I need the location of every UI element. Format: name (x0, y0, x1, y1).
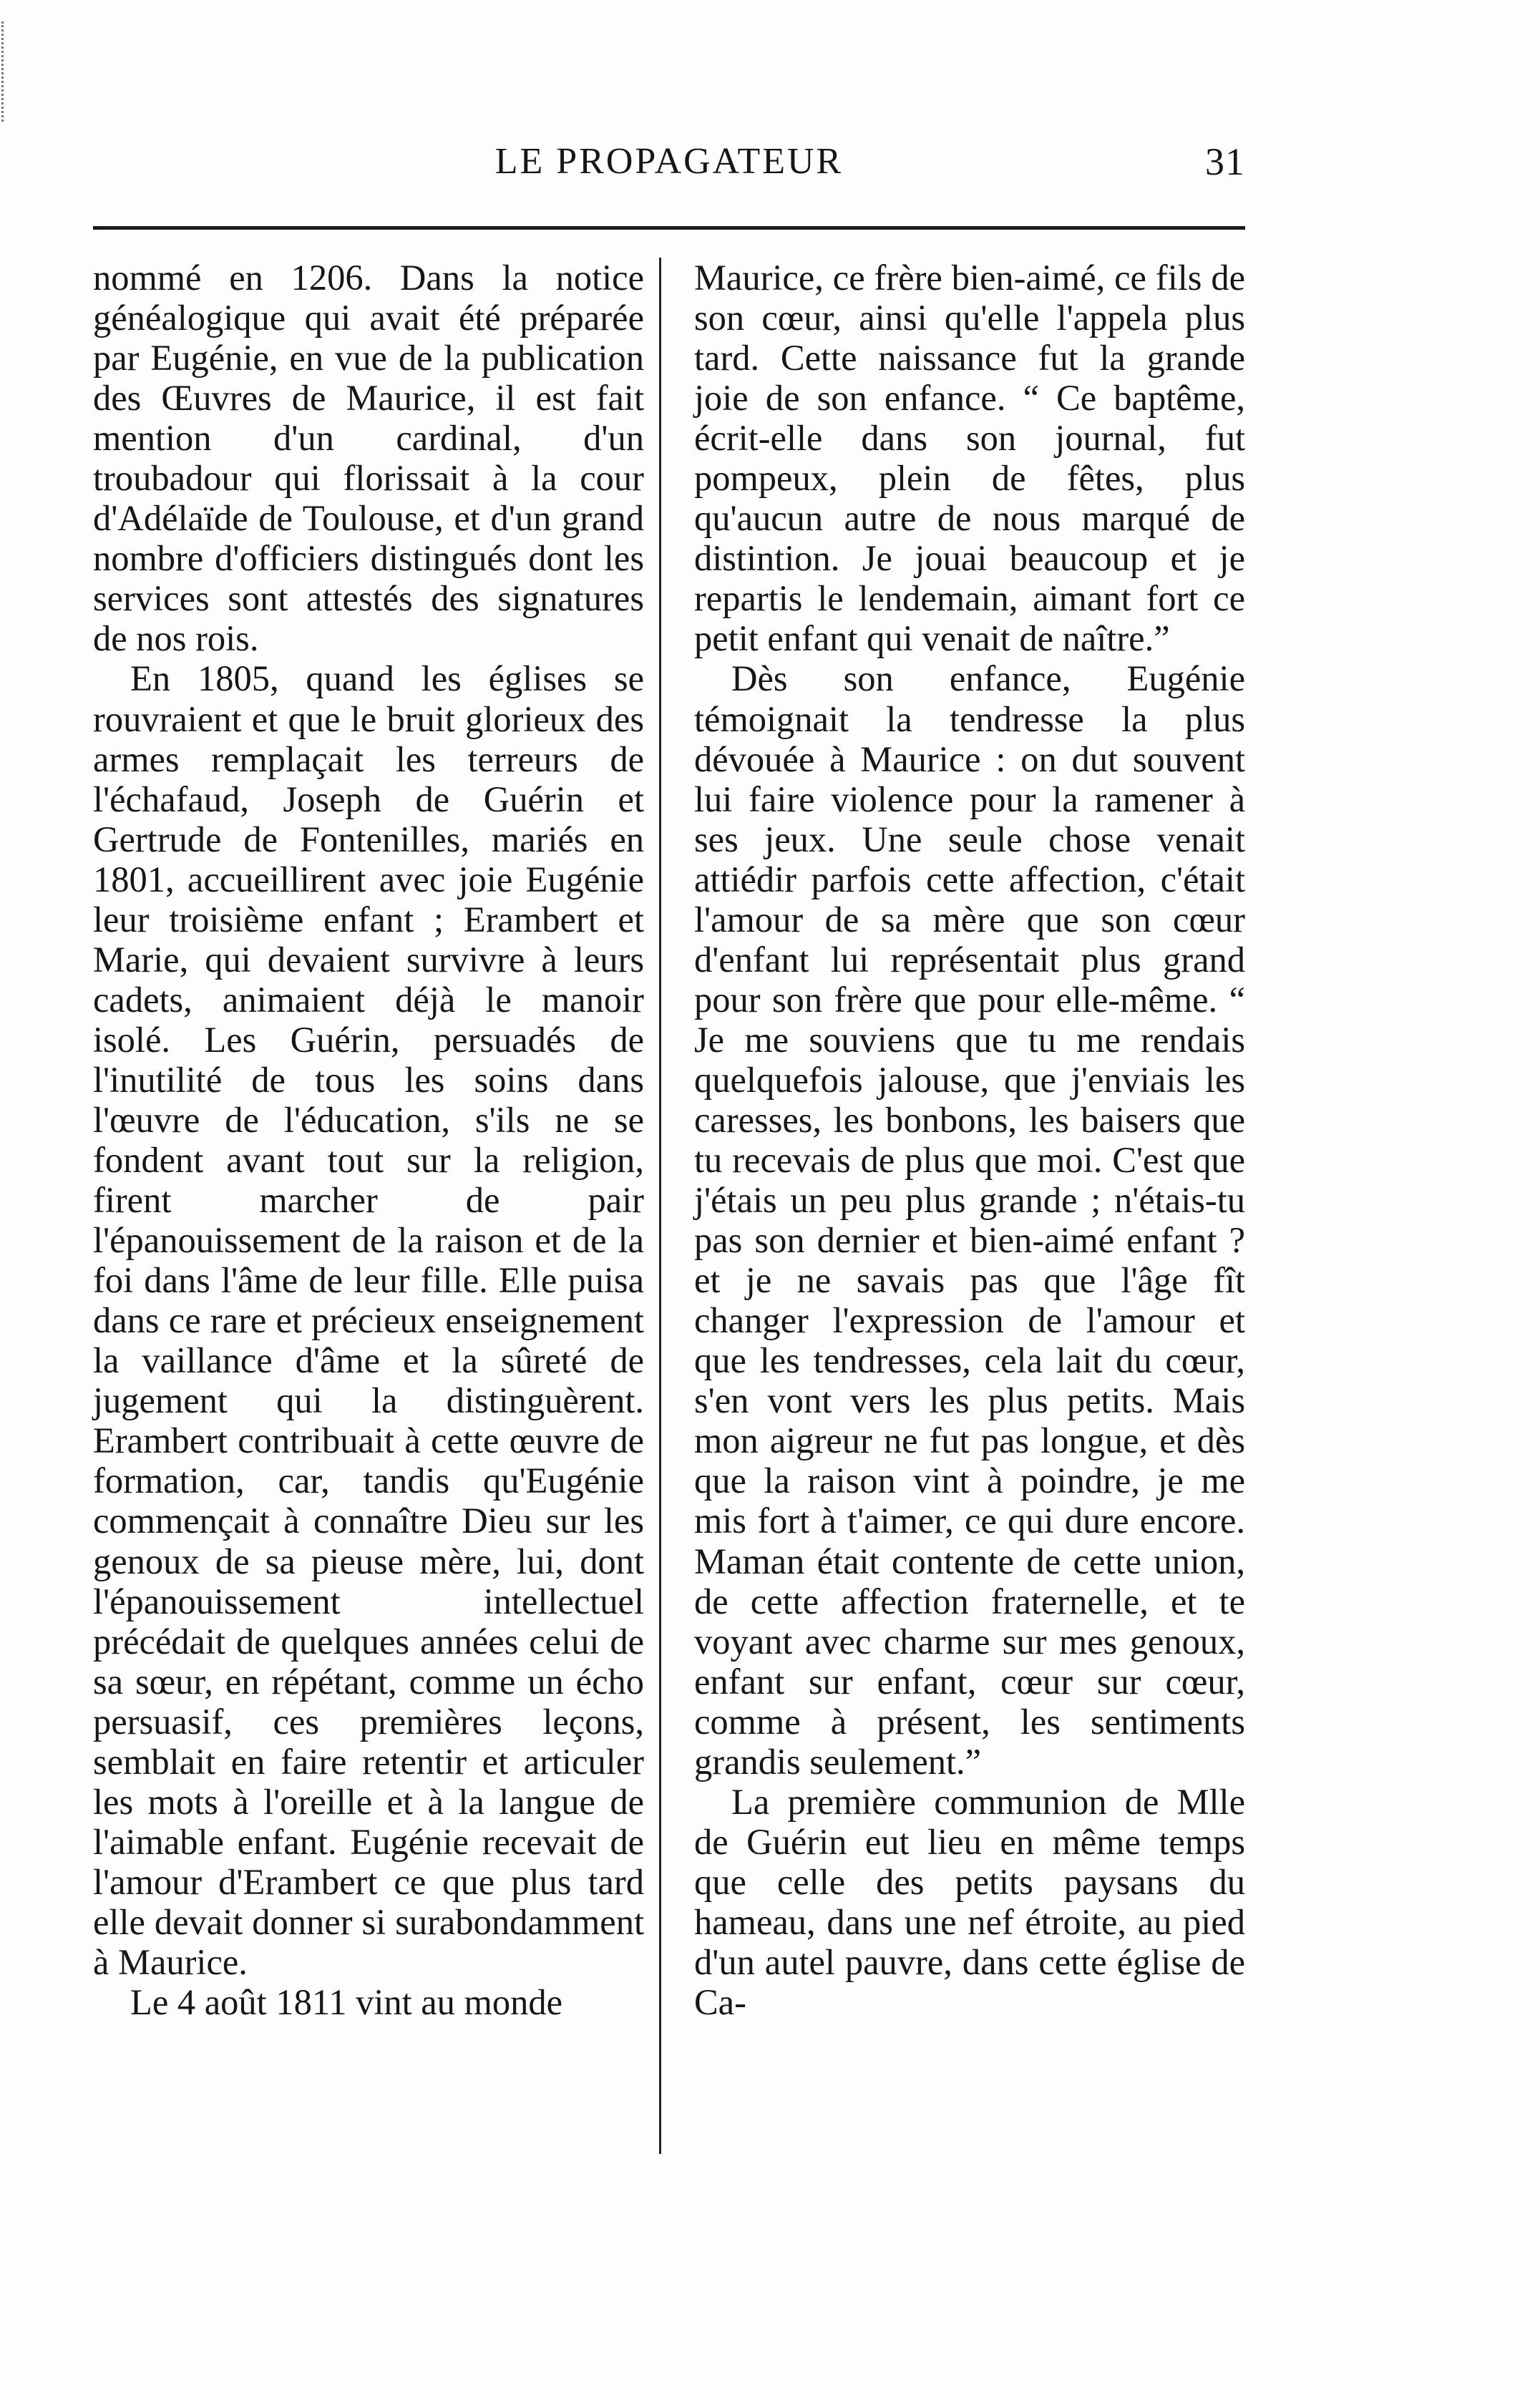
left-paragraph-3: Le 4 août 1811 vint au monde (130, 1982, 563, 2023)
left-column (93, 258, 644, 2022)
left-paragraph-1: nommé en 1206. Dans la notice généalogique qui avait été préparée par Eugénie, en vue de la publication des Œuvres de Maurice, il est fait mention d'un cardinal, d'un troubadour qui florissait à la cour d'Adélaïde de Toulouse, et d'un grand nombre d'officiers distingués dont les services sont attestés des signatures de nos rois. (93, 258, 644, 659)
header-rule (93, 226, 1245, 230)
right-paragraph-2: Dès son enfance, Eugénie témoignait la tendresse la plus dévouée à Maurice : on dut souvent lui faire violence pour la ramener à ses jeux. Une seule chose venait attiédir parfois cette affection, c'était l'amour de sa mère que son cœur d'enfant lui représentait plus grand pour son frère que pour elle-même. “ Je me souviens que tu me rendais quelquefois jalouse, que j'enviais les caresses, les bonbons, les baisers que tu recevais de plus que moi. C'est que j'étais un peu plus grande ; n'étais-tu pas son dernier et bien-aimé enfant ? et je ne savais pas que l'âge fît changer l'expression de l'amour et que les tendresses, cela lait du cœur, s'en vont vers les plus petits. Mais mon aigreur ne fut pas longue, et dès que la raison vint à poindre, je me mis fort à t'aimer, ce qui dure encore. Maman était contente de cette union, de cette affection fraternelle, et te voyant avec charme sur mes genoux, enfant sur enfant, cœur sur cœur, comme à présent, les sentiments grandis seulement.” (694, 658, 1245, 1782)
scan-edge-marks (1, 21, 8, 122)
right-paragraph-3: La première communion de Mlle de Guérin eut lieu en même temps que celle des petits paysans du hameau, dans une nef étroite, au pied d'un autel pauvre, dans cette église de Ca- (694, 1781, 1245, 2023)
running-title: LE PROPAGATEUR (494, 141, 844, 182)
column-divider (659, 258, 661, 2154)
right-paragraph-1: Maurice, ce frère bien-aimé, ce fils de son cœur, ainsi qu'elle l'appela plus tard. Cette naissance fut la grande joie de son enfance. “ Ce baptême, écrit-elle dans son journal, fut pompeux, plein de fêtes, plus qu'aucun autre de nous marqué de distintion. Je jouai beaucoup et je repartis le lendemain, aimant fort ce petit enfant qui venait de naître.” (694, 258, 1245, 659)
page-number: 31 (1205, 140, 1245, 183)
right-column (694, 258, 1245, 2022)
running-head (93, 133, 1245, 190)
left-paragraph-2: En 1805, quand les églises se rouvraient et que le bruit glorieux des armes remplaçait les terreurs de l'échafaud, Joseph de Guérin et Gertrude de Fontenilles, mariés en 1801, accueillirent avec joie Eugénie leur troisième enfant ; Erambert et Marie, qui devaient survivre à leurs cadets, animaient déjà le manoir isolé. Les Guérin, persuadés de l'inutilité de tous les soins dans l'œuvre de l'éducation, s'ils ne se fondent avant tout sur la religion, firent marcher de pair l'épanouissement de la raison et de la foi dans l'âme de leur fille. Elle puisa dans ce rare et précieux enseignement la vaillance d'âme et la sûreté de jugement qui la distinguèrent. Erambert contribuait à cette œuvre de formation, car, tandis qu'Eugénie commençait à connaître Dieu sur les genoux de sa pieuse mère, lui, dont l'épanouissement intellectuel précédait de quelques années celui de sa sœur, en répétant, comme un écho persuasif, ces premières leçons, semblait en faire retentir et articuler les mots à l'oreille et à la langue de l'aimable enfant. Eugénie recevait de l'amour d'Erambert ce que plus tard elle devait donner si surabondamment à Maurice. (93, 658, 644, 1982)
